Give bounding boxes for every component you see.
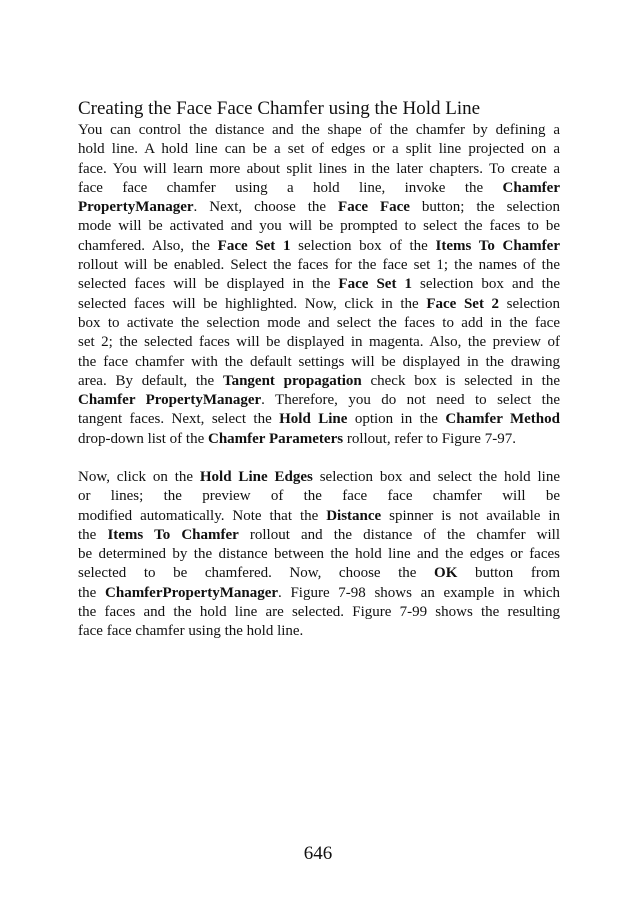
text-run: spinner is not available in xyxy=(381,507,560,524)
text-line xyxy=(78,487,560,506)
text-line xyxy=(78,603,560,622)
text-line xyxy=(78,430,560,449)
bold-term: Chamfer xyxy=(502,179,560,196)
section-heading: Creating the Face Face Chamfer using the Hold Line xyxy=(78,98,481,119)
bold-term: Tangent propagation xyxy=(222,372,362,389)
text-run: button; the selection xyxy=(409,199,560,216)
text-run: drop-down list of the xyxy=(78,430,208,447)
text-run: selected faces will be displayed in the xyxy=(78,276,339,293)
bold-term: Items To Chamfer xyxy=(435,237,560,254)
text-run: the xyxy=(78,584,106,601)
text-run: face face chamfer using a hold line, invoke the xyxy=(78,179,503,196)
text-run: option in the xyxy=(347,411,446,428)
body-paragraph xyxy=(78,121,560,449)
text-line xyxy=(78,275,560,294)
text-line xyxy=(78,140,560,159)
text-run: hold line. A hold line can be a set of edges or a split line projected on a xyxy=(78,141,560,158)
text-line xyxy=(78,217,560,236)
text-run: selection xyxy=(499,295,560,312)
bold-term: Chamfer Method xyxy=(445,411,560,428)
page-number: 646 xyxy=(303,843,333,864)
text-line xyxy=(78,526,560,545)
bold-term: Face Set 1 xyxy=(217,237,291,254)
text-run: . Figure 7-98 shows an example in which xyxy=(278,584,560,601)
bold-term: Face Set 2 xyxy=(426,295,500,312)
text-line xyxy=(78,160,560,179)
text-run: You can control the distance and the shape of the chamfer by defining a xyxy=(78,122,560,138)
text-run: Now, click on the xyxy=(78,469,200,485)
text-run: the xyxy=(78,526,108,543)
text-run: or lines; the preview of the face face chamfer will be xyxy=(78,488,560,505)
bold-term: Chamfer PropertyManager xyxy=(78,392,262,409)
text-line xyxy=(78,468,560,487)
text-run: the faces and the hold line are selected. Figure 7-99 shows the resulting xyxy=(78,604,560,621)
bold-term: PropertyManager xyxy=(78,199,194,216)
bold-term: Hold Line xyxy=(279,411,348,428)
bold-term: Distance xyxy=(326,507,382,524)
body-paragraph xyxy=(78,468,560,642)
text-run: selection box and select the hold line xyxy=(312,469,560,485)
text-line xyxy=(78,372,560,391)
text-run: the face chamfer with the default settings will be displayed in the drawing xyxy=(78,353,560,370)
text-run: chamfered. Also, the xyxy=(78,237,218,254)
text-line xyxy=(78,237,560,256)
text-line xyxy=(78,198,560,217)
text-line xyxy=(78,179,560,198)
text-line xyxy=(78,545,560,564)
text-run: selected faces will be highlighted. Now, click in the xyxy=(78,295,427,312)
bold-term: Hold Line Edges xyxy=(199,469,313,485)
text-run: rollout will be enabled. Select the faces for the face set 1; the names of the xyxy=(78,257,560,274)
bold-term: Face Face xyxy=(338,199,410,216)
text-run: mode will be activated and you will be prompted to select the faces to be xyxy=(78,218,560,235)
text-run: modified automatically. Note that the xyxy=(78,507,327,524)
text-run: . Therefore, you do not need to select the xyxy=(261,392,560,409)
text-run: set 2; the selected faces will be displayed in magenta. Also, the preview of xyxy=(78,334,560,351)
text-line xyxy=(78,295,560,314)
text-run: rollout and the distance of the chamfer will xyxy=(238,526,560,543)
text-line xyxy=(78,507,560,526)
text-run: face face chamfer using the hold line. xyxy=(78,623,304,640)
text-run: button from xyxy=(457,565,560,582)
text-run: face. You will learn more about split lines in the later chapters. To create a xyxy=(78,160,560,177)
text-line xyxy=(78,622,560,641)
text-run: area. By default, the xyxy=(78,372,223,389)
bold-term: Face Set 1 xyxy=(338,276,412,293)
text-run: tangent faces. Next, select the xyxy=(78,411,280,428)
text-line xyxy=(78,410,560,429)
text-run: selection box of the xyxy=(290,237,436,254)
bold-term: Chamfer Parameters xyxy=(207,430,344,447)
text-line xyxy=(78,391,560,410)
text-line xyxy=(78,121,560,140)
text-line xyxy=(78,353,560,372)
text-line xyxy=(78,256,560,275)
text-run: selected to be chamfered. Now, choose the xyxy=(78,565,435,582)
text-line xyxy=(78,564,560,583)
text-run: box to activate the selection mode and select the faces to add in the face xyxy=(78,314,560,331)
text-run: selection box and the xyxy=(412,276,560,293)
text-line xyxy=(78,333,560,352)
bold-term: ChamferPropertyManager xyxy=(105,584,279,601)
bold-term: OK xyxy=(434,565,458,582)
text-run: . Next, choose the xyxy=(193,199,339,216)
text-run: be determined by the distance between the hold line and the edges or faces xyxy=(78,546,560,563)
bold-term: Items To Chamfer xyxy=(107,526,239,543)
text-run: check box is selected in the xyxy=(361,372,560,389)
text-run: rollout, refer to Figure 7-97. xyxy=(343,430,516,447)
text-line xyxy=(78,584,560,603)
text-line xyxy=(78,314,560,333)
